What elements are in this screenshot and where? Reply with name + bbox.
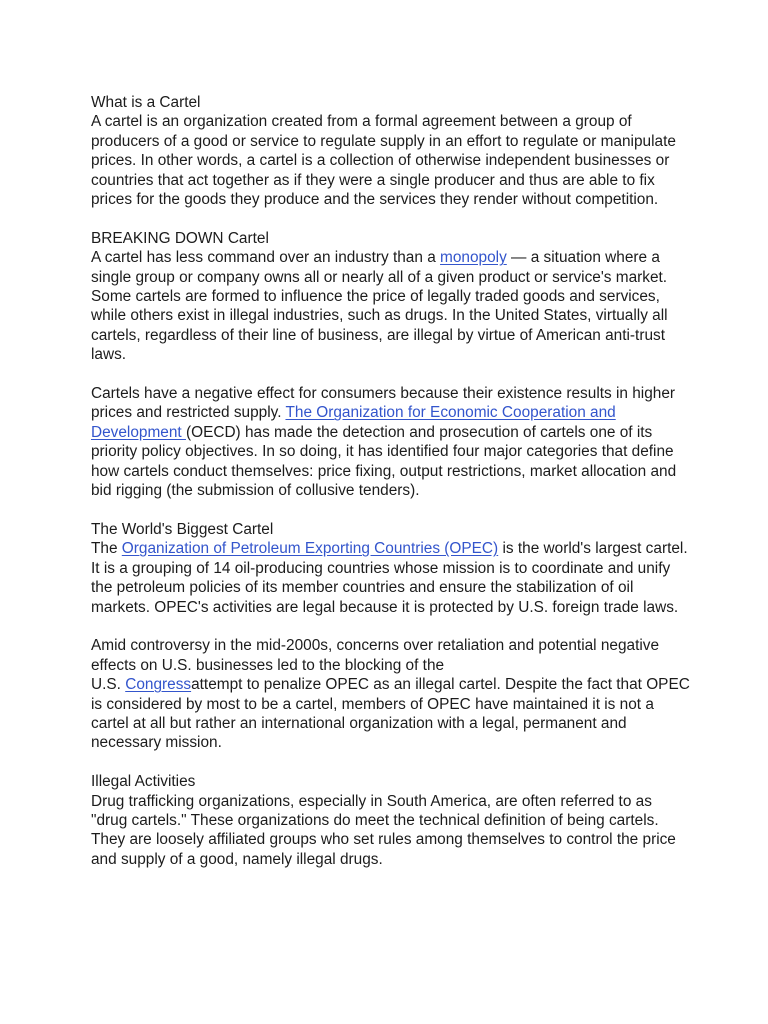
text-run: (OECD) has made the detection and prosecution of cartels one of its priority policy objectives. In so doing, it has identified four major categories that define how cartels conduct themselves: price fixing, output restrictions, market allocation and bid rigging (the submission of collusive tenders). [91,423,677,500]
paragraph [91,636,691,752]
paragraph [91,384,691,500]
paragraph [91,539,691,617]
section-worlds-biggest-cartel [91,520,691,617]
section-heading: What is a Cartel [91,94,201,111]
text-run: Amid controversy in the mid-2000s, concerns over retaliation and potential negative effects on U.S. businesses led to the blocking of the [91,637,660,674]
text-run: attempt to penalize OPEC as an illegal cartel. Despite the fact that OPEC is considered by most to be a cartel, members of OPEC have maintained it is not a cartel at all but rather an international organization with a legal, permanent and necessary mission. [91,676,690,752]
paragraph: Drug trafficking organizations, especially in South America, are often referred to as "drug cartels." These organizations do meet the technical definition of being cartels. They are loosely affiliated groups who set rules among themselves to control the price and supply of a good, namely illegal drugs. [91,792,676,868]
section-heading: BREAKING DOWN Cartel [91,229,269,247]
text-run: is the world's largest cartel. It is a grouping of 14 oil-producing countries whose mission is to coordinate and unify the petroleum policies of its member countries and ensure the stabilization of oil markets. OPEC's activities are legal because it is protected by U.S. foreign trade laws. [91,540,688,616]
text-run: U.S. [91,676,126,694]
section-breaking-down-cartel [91,229,691,365]
section-opec-controversy [91,636,691,752]
section-what-is-a-cartel [91,93,691,209]
text-run: The [91,540,122,558]
oecd-link[interactable]: The Organization for Economic Cooperation and Development [91,404,616,441]
text-run: — a situation where a single group or company owns all or nearly all of a given product or service's market. Some cartels are formed to influence the price of legally traded goods and services, while others exist in illegal industries, such as drugs. In the United States, virtually all cartels, regardless of their line of business, are illegal by virtue of American anti-trust laws. [91,249,668,364]
section-heading: Illegal Activities [91,773,196,791]
opec-link[interactable]: Organization of Petroleum Exporting Countries (OPEC) [121,540,499,558]
section-illegal-activities [91,772,691,869]
section-heading: The World's Biggest Cartel [91,520,274,538]
congress-link[interactable]: Congress [125,676,192,694]
monopoly-link[interactable]: monopoly [440,249,507,267]
paragraph: A cartel is an organization created from a formal agreement between a group of producers of a good or service to regulate supply in an effort to regulate or manipulate prices. In other words, a cartel is a collection of otherwise independent businesses or countries that act together as if they were a single producer and thus are able to fix prices for the goods they produce and the services they render without competition. [91,113,676,209]
text-run: Cartels have a negative effect for consumers because their existence results in higher prices and restricted supply. [91,385,676,422]
section-cartel-effects [91,384,691,500]
document-page [91,93,691,889]
text-run: A cartel has less command over an industry than a [91,249,441,267]
paragraph [91,248,691,364]
